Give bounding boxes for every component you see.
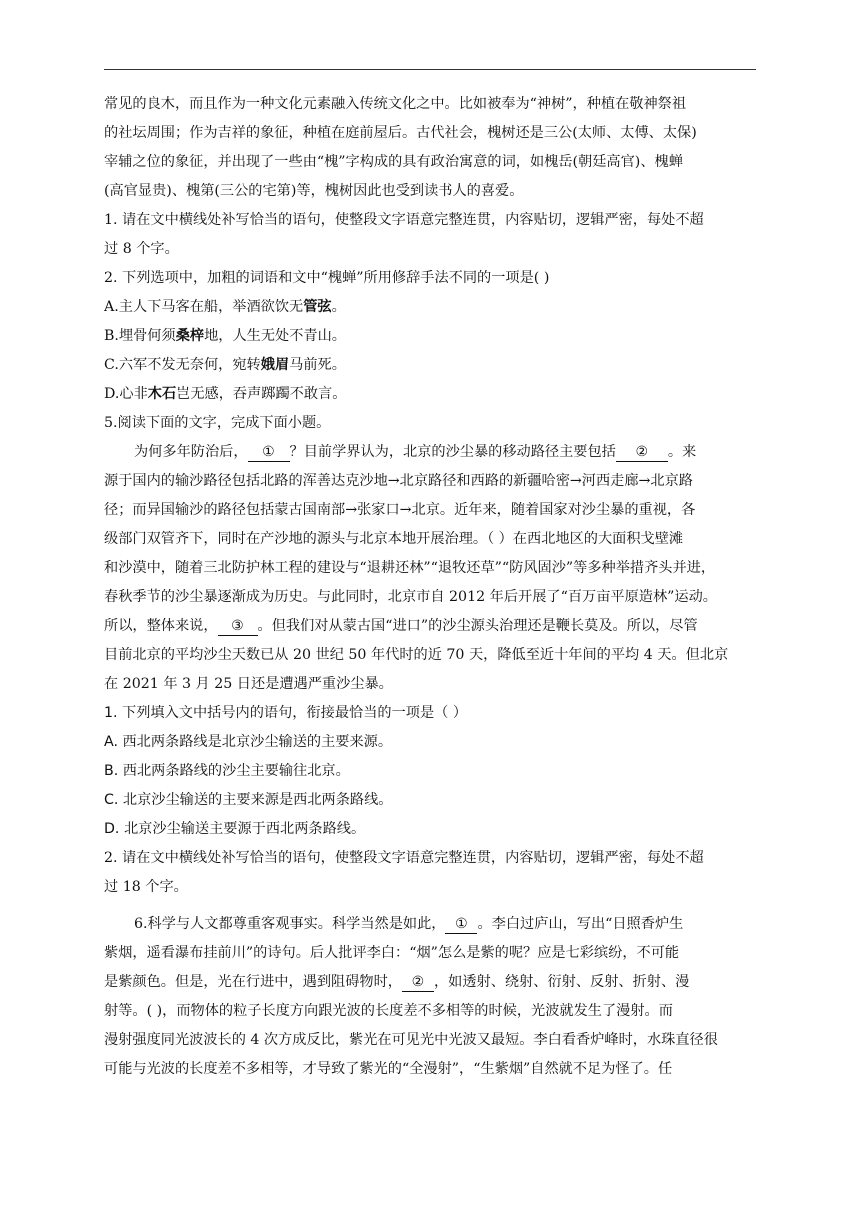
text-line: 可能与光波的长度差不多相等，才导致了紫光的“全漫射”，“生紫烟”自然就不足为怪了。任 xyxy=(104,1061,673,1077)
text-line: 春秋季节的沙尘暴逐渐成为历史。与此同时，北京市自 2012 年后开展了“百万亩平原造林”运动。 xyxy=(104,589,717,605)
bold-term: 管弦 xyxy=(303,299,332,315)
option-b xyxy=(104,322,756,351)
text-line: 1. 请在文中横线处补写恰当的语句，使整段文字语意完整连贯，内容贴切，逻辑严密，每处不超 xyxy=(104,212,704,228)
blank-1: ① xyxy=(248,443,290,462)
option-text: D.心非 xyxy=(104,386,148,402)
rhetoric-options xyxy=(104,293,756,409)
text-line: 源于国内的输沙路径包括北路的浑善达克沙地→北京路径和西路的新疆哈密→河西走廊→北京路 xyxy=(104,473,693,489)
document-body xyxy=(104,90,756,1084)
text-line: 射等。( )，而物体的粒子长度方向跟光波的长度差不多相等的时候，光波就发生了漫射。而 xyxy=(104,1003,673,1019)
bold-term: 娥眉 xyxy=(260,357,290,373)
blank-1: ① xyxy=(445,915,477,934)
passage-paragraph xyxy=(104,90,756,206)
option-text: 马前死。 xyxy=(289,357,346,373)
text-line: 紫烟，遥看瀑布挂前川”的诗句。后人批评李白：“烟”怎么是紫的呢？应是七彩缤纷，不可能 xyxy=(104,945,680,961)
text-span: 。但我们对从蒙古国“进口”的沙尘源头治理还是鞭长莫及。所以，尽管 xyxy=(257,618,698,634)
text-line: 过 8 个字。 xyxy=(104,241,179,257)
question-5-1 xyxy=(104,699,756,844)
text-span: 所以，整体来说， xyxy=(104,618,218,634)
text-line: 宰辅之位的象征，并出现了一些由“槐”字构成的具有政治寓意的词，如槐岳(朝廷高官)、槐蝉 xyxy=(104,154,683,170)
text-line: 2. 请在文中横线处补写恰当的语句，使整段文字语意完整连贯，内容贴切，逻辑严密，每处不超 xyxy=(104,850,704,866)
section-5-title: 5.阅读下面的文字，完成下面小题。 xyxy=(104,415,331,431)
text-line: 目前北京的平均沙尘天数已从 20 世纪 50 年代时的近 70 天，降低至近十年间的平均 4 天。但北京 xyxy=(104,647,729,663)
option-text: A.主人下马客在船，举酒欲饮无 xyxy=(104,299,304,315)
text-line: 过 18 个字。 xyxy=(104,879,188,895)
text-span: 6.科学与人文都尊重客观事实。科学当然是如此， xyxy=(134,916,446,932)
option-text: C.六军不发无奈何，宛转 xyxy=(104,357,261,373)
text-line: (高官显贵)、槐第(三公的宅第)等，槐树因此也受到读书人的喜爱。 xyxy=(104,183,524,199)
question-5-2 xyxy=(104,844,756,902)
section-6-passage xyxy=(104,910,756,1084)
text-line: 级部门双管齐下，同时在产沙地的源头与北京本地开展治理。（ ）在西北地区的大面积戈壁滩 xyxy=(104,531,684,547)
text-line xyxy=(104,910,756,939)
text-line xyxy=(104,968,756,997)
bold-term: 木石 xyxy=(147,386,177,402)
text-line: 和沙漠中，随着三北防护林工程的建设与“退耕还林”“退牧还草”“防风固沙”等多种举措齐头并进， xyxy=(104,560,716,576)
question-rhetoric: 2. 下列选项中，加粗的词语和文中“槐蝉”所用修辞手法不同的一项是( ) xyxy=(104,270,550,286)
text-line: 常见的良木，而且作为一种文化元素融入传统文化之中。比如被奉为“神树”，种植在敬神祭祖 xyxy=(104,96,687,112)
option-text: 。 xyxy=(331,299,346,315)
text-line xyxy=(104,612,756,641)
option-a: A. 西北两条路线是北京沙尘输送的主要来源。 xyxy=(104,734,393,750)
text-span: 。李白过庐山，写出“日照香炉生 xyxy=(477,916,684,932)
text-line: 的社坛周围；作为吉祥的象征，种植在庭前屋后。古代社会，槐树还是三公(太师、太傅、太保) xyxy=(104,125,697,141)
question-stem: 1. 下列填入文中括号内的语句，衔接最恰当的一项是（ ） xyxy=(104,705,468,721)
sandstorm-passage xyxy=(104,438,756,699)
text-line xyxy=(104,438,756,467)
question-fill-blank xyxy=(104,206,756,264)
blank-2: ② xyxy=(402,973,434,992)
blank-3: ③ xyxy=(218,617,258,636)
option-d: D. 北京沙尘输送主要源于西北两条路线。 xyxy=(104,821,366,837)
blank-2: ② xyxy=(616,443,668,462)
text-span: 是紫颜色。但是，光在行进中，遇到阻碍物时， xyxy=(104,974,402,990)
option-c: C. 北京沙尘输送的主要来源是西北两条路线。 xyxy=(104,792,393,808)
text-span: ，如透射、绕射、衍射、反射、折射、漫 xyxy=(433,974,690,990)
option-d xyxy=(104,380,756,409)
option-a xyxy=(104,293,756,322)
header-rule xyxy=(104,69,756,70)
text-line: 径；而异国输沙的路径包括蒙古国南部→张家口→北京。近年来，随着国家对沙尘暴的重视，各 xyxy=(104,502,696,518)
bold-term: 桑梓 xyxy=(175,328,205,344)
option-text: 地，人生无处不青山。 xyxy=(204,328,346,344)
option-text: 岂无感，吞声踯躅不敢言。 xyxy=(176,386,347,402)
option-b: B. 西北两条路线的沙尘主要输往北京。 xyxy=(104,763,350,779)
text-span: ？目前学界认为，北京的沙尘暴的移动路径主要包括 xyxy=(289,444,616,460)
text-span: 为何多年防治后， xyxy=(134,444,248,460)
text-line: 在 2021 年 3 月 25 日还是遭遇严重沙尘暴。 xyxy=(104,676,393,692)
text-line: 漫射强度同光波波长的 4 次方成反比，紫光在可见光中光波又最短。李白看香炉峰时，水珠直径很 xyxy=(104,1032,718,1048)
option-c xyxy=(104,351,756,380)
text-span: 。来 xyxy=(667,444,697,460)
option-text: B.埋骨何须 xyxy=(104,328,176,344)
